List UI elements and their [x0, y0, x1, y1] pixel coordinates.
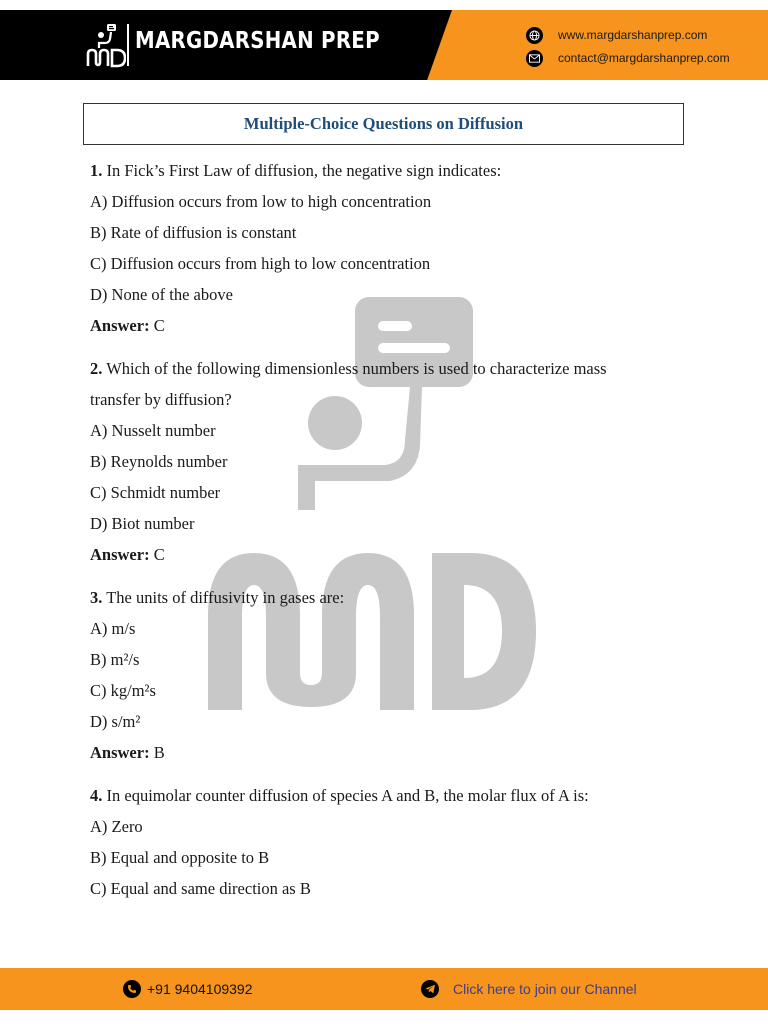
answer-value: C	[153, 316, 165, 335]
logo-divider	[127, 24, 129, 66]
page-header	[0, 0, 768, 80]
question-number: 3.	[90, 588, 103, 607]
page-title: Multiple-Choice Questions on Diffusion	[243, 114, 524, 133]
question-3	[90, 582, 690, 768]
website-text: www.margdarshanprep.com	[558, 28, 708, 42]
phone-link[interactable]	[123, 968, 253, 1010]
answer-line	[90, 737, 690, 768]
join-channel-text: Click here to join our Channel	[453, 981, 637, 997]
option-a: A) m/s	[90, 619, 136, 638]
option-c: C) Schmidt number	[90, 483, 221, 502]
option-d: D) s/m²	[90, 712, 141, 731]
globe-icon	[526, 27, 543, 44]
question-2	[90, 353, 690, 570]
option-b: B) Reynolds number	[90, 452, 228, 471]
question-number: 1.	[90, 161, 103, 180]
answer-value: B	[153, 743, 165, 762]
option-c: C) kg/m²s	[90, 681, 156, 700]
page-title-box	[83, 103, 684, 145]
option-c: C) Equal and same direction as B	[90, 879, 311, 898]
question-number: 4.	[90, 786, 103, 805]
answer-label: Answer:	[90, 316, 150, 335]
phone-number: +91 9404109392	[147, 981, 253, 997]
option-b: B) Equal and opposite to B	[90, 848, 270, 867]
question-text	[90, 582, 690, 613]
question-1	[90, 155, 690, 341]
option-b: B) Rate of diffusion is constant	[90, 223, 297, 242]
brand-logo-icon	[84, 22, 126, 68]
question-text	[90, 155, 690, 186]
question-text	[90, 780, 690, 811]
question-prompt: The units of diffusivity in gases are:	[106, 588, 345, 607]
option-a: A) Zero	[90, 817, 143, 836]
answer-label: Answer:	[90, 743, 150, 762]
telegram-icon	[421, 980, 439, 998]
question-text	[90, 353, 650, 415]
phone-icon	[123, 980, 141, 998]
question-prompt: In Fick’s First Law of diffusion, the negative sign indicates:	[106, 161, 502, 180]
option-d: D) Biot number	[90, 514, 195, 533]
answer-line	[90, 310, 690, 341]
page-footer	[0, 968, 768, 1010]
answer-value: C	[153, 545, 165, 564]
website-link[interactable]	[526, 25, 707, 45]
email-text: contact@margdarshanprep.com	[558, 51, 730, 65]
option-d: D) None of the above	[90, 285, 233, 304]
brand-name: MARGDARSHAN PREP	[135, 28, 380, 54]
question-prompt: In equimolar counter diffusion of species A and B, the molar flux of A is:	[106, 786, 589, 805]
answer-label: Answer:	[90, 545, 150, 564]
question-4	[90, 780, 690, 904]
option-a: A) Diffusion occurs from low to high concentration	[90, 192, 432, 211]
option-c: C) Diffusion occurs from high to low concentration	[90, 254, 431, 273]
option-b: B) m²/s	[90, 650, 140, 669]
question-number: 2.	[90, 359, 103, 378]
join-channel-link[interactable]	[421, 968, 637, 1010]
email-link[interactable]	[526, 48, 730, 68]
option-a: A) Nusselt number	[90, 421, 216, 440]
answer-line	[90, 539, 690, 570]
question-prompt: Which of the following dimensionless numbers is used to characterize mass transfer by diffusion?	[90, 359, 607, 409]
mail-icon	[526, 50, 543, 67]
question-list	[90, 155, 690, 916]
